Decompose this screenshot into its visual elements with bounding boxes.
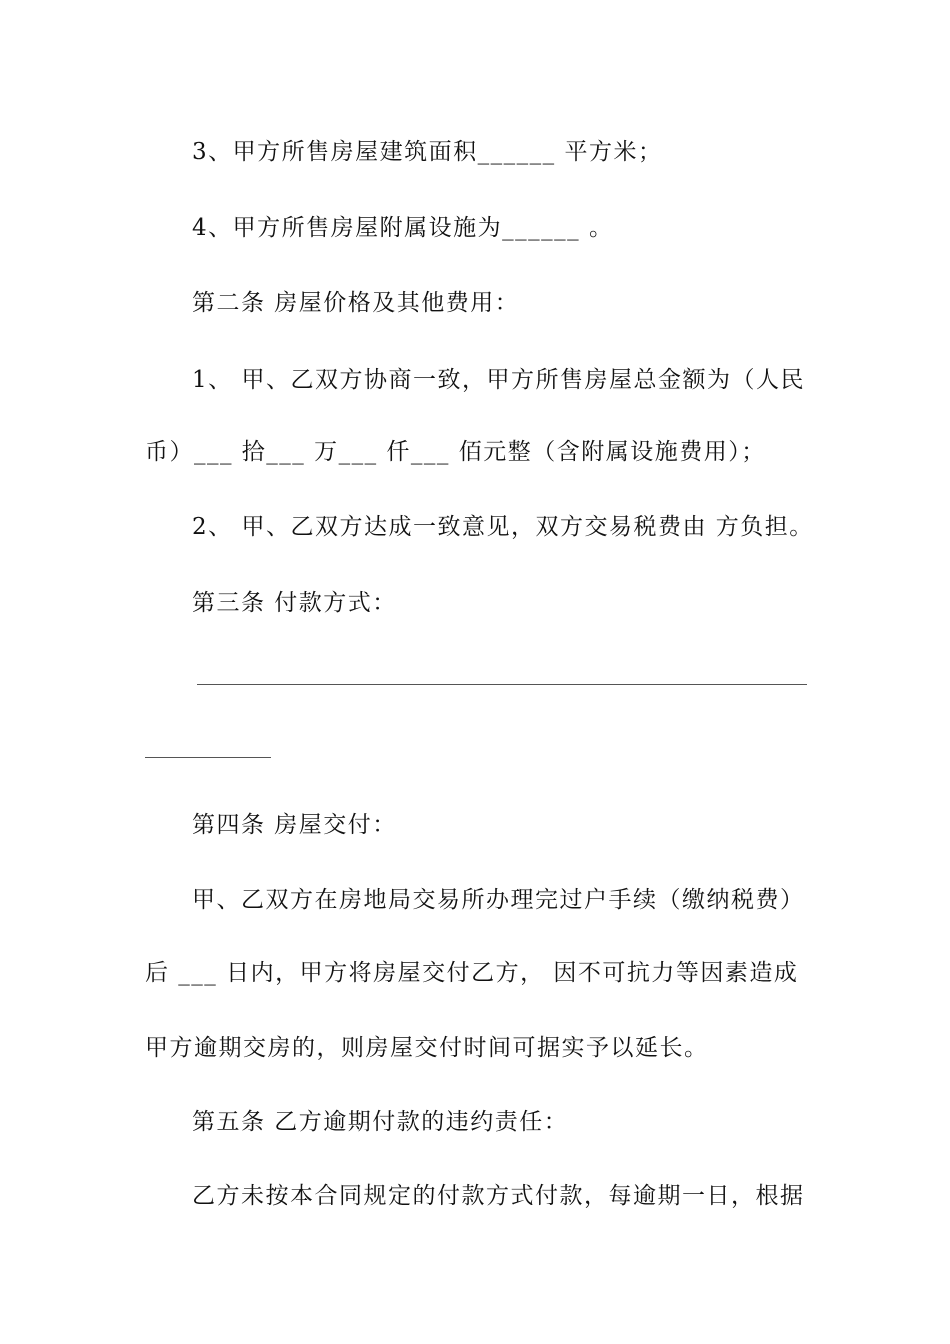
article-4-paragraph-line-1: 甲、乙双方在房地局交易所办理完过户手续（缴纳税费） <box>192 887 805 913</box>
article-4-paragraph-line-2: 后 ___ 日内，甲方将房屋交付乙方， 因不可抗力等因素造成 <box>145 960 799 986</box>
article-2-heading: 第二条 房屋价格及其他费用： <box>192 290 520 316</box>
article-5-heading: 第五条 乙方逾期付款的违约责任： <box>192 1109 569 1135</box>
article-5-paragraph-line-1: 乙方未按本合同规定的付款方式付款，每逾期一日，根据 <box>192 1183 805 1209</box>
article-2-item-1-continued: 币）___ 拾___ 万___ 仟___ 佰元整（含附属设施费用）； <box>145 439 766 465</box>
clause-1-item-4: 4、甲方所售房屋附属设施为______ 。 <box>192 215 614 241</box>
payment-method-blank-line-continued <box>145 757 271 758</box>
article-4-paragraph-line-3: 甲方逾期交房的，则房屋交付时间可据实予以延长。 <box>145 1035 709 1061</box>
payment-method-blank-line <box>197 684 807 685</box>
article-3-heading: 第三条 付款方式： <box>192 590 397 616</box>
article-4-heading: 第四条 房屋交付： <box>192 812 397 838</box>
article-2-item-2: 2、 甲、乙双方达成一致意见，双方交易税费由 方负担。 <box>192 514 814 540</box>
clause-1-item-3: 3、甲方所售房屋建筑面积______ 平方米； <box>192 139 663 165</box>
article-2-item-1: 1、 甲、乙双方协商一致，甲方所售房屋总金额为（人民 <box>192 367 805 393</box>
